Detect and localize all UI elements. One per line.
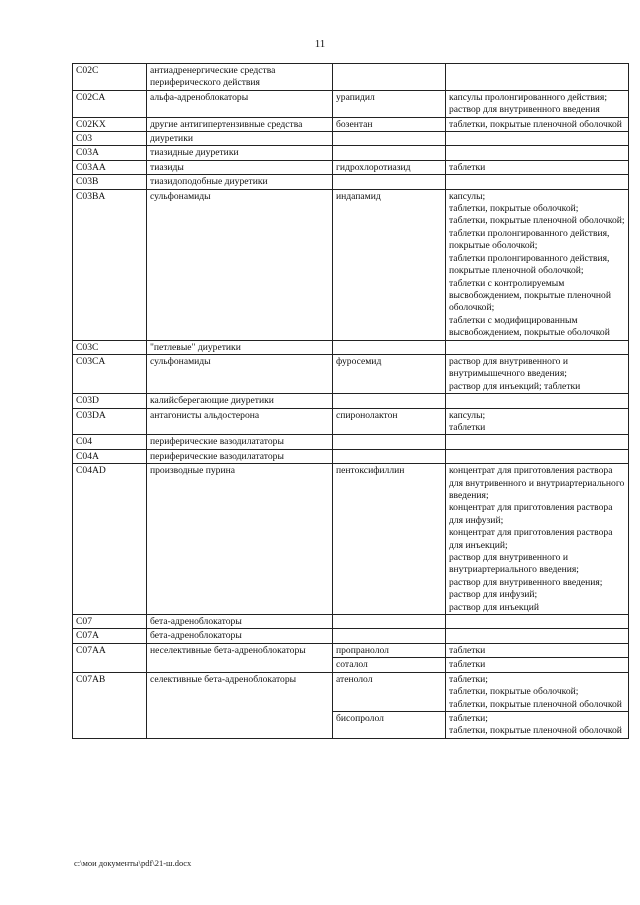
- dosage-forms-cell: [446, 175, 629, 189]
- dosage-forms-cell: [446, 117, 629, 131]
- dosage-form: раствор для внутривенного и внутриартериального введения;: [449, 552, 579, 576]
- drug-name-cell: [333, 64, 446, 91]
- atc-group-cell: сульфонамиды: [147, 354, 333, 393]
- table-row: [73, 435, 629, 449]
- table-row: [73, 394, 629, 408]
- table-row: [73, 146, 629, 160]
- atc-group-cell: сульфонамиды: [147, 189, 333, 340]
- atc-group-cell: калийсберегающие диуретики: [147, 394, 333, 408]
- dosage-forms-cell: [446, 189, 629, 340]
- atc-code-cell: C02C: [73, 64, 147, 91]
- dosage-form: таблетки, покрытые оболочкой;: [449, 203, 579, 215]
- dosage-form: таблетки с модифицированным высвобождением, покрытые оболочкой: [449, 314, 610, 339]
- footer-path: c:\мои документы\pdf\21-ш.docx: [74, 858, 192, 868]
- table-row: [73, 408, 629, 435]
- drug-name-cell: [333, 394, 446, 408]
- atc-code-cell: C07A: [73, 629, 147, 643]
- atc-group-cell: тиазидные диуретики: [147, 146, 333, 160]
- dosage-form: раствор для инфузий;: [449, 589, 538, 601]
- table-row: [73, 464, 629, 615]
- atc-code-cell: C03D: [73, 394, 147, 408]
- dosage-form: раствор для инъекций: [449, 601, 539, 613]
- drug-name-cell: спиронолактон: [333, 408, 446, 435]
- table-row: [73, 132, 629, 146]
- drug-name-cell: атенолол: [333, 672, 446, 711]
- dosage-form: раствор для внутривенного и внутримышечного введения;: [449, 355, 568, 380]
- atc-code-cell: C03A: [73, 146, 147, 160]
- drug-name-cell: индапамид: [333, 189, 446, 340]
- dosage-forms-cell: [446, 132, 629, 146]
- dosage-form: концентрат для приготовления раствора для инфузий;: [449, 502, 613, 526]
- atc-code-cell: C07AA: [73, 643, 147, 672]
- dosage-forms-cell: [446, 340, 629, 354]
- atc-group-cell: бета-адреноблокаторы: [147, 615, 333, 629]
- table-row: [73, 340, 629, 354]
- dosage-forms-cell: [446, 629, 629, 643]
- drug-name-cell: [333, 340, 446, 354]
- dosage-forms-cell: [446, 160, 629, 174]
- dosage-forms-cell: [446, 64, 629, 91]
- atc-group-cell: селективные бета-адреноблокаторы: [147, 672, 333, 738]
- drug-name-cell: фуросемид: [333, 354, 446, 393]
- dosage-forms-cell: [446, 615, 629, 629]
- atc-group-cell: периферические вазодилататоры: [147, 449, 333, 463]
- atc-group-cell: тиазиды: [147, 160, 333, 174]
- atc-code-cell: C03B: [73, 175, 147, 189]
- table-row: [73, 160, 629, 174]
- dosage-forms-cell: [446, 90, 629, 117]
- dosage-form: капсулы;: [449, 409, 486, 421]
- atc-code-cell: C07AB: [73, 672, 147, 738]
- dosage-form: таблетки: [449, 644, 486, 656]
- dosage-form: раствор для инъекций; таблетки: [449, 380, 581, 392]
- table-row: [73, 64, 629, 91]
- atc-code-cell: C07: [73, 615, 147, 629]
- dosage-form: концентрат для приготовления раствора для инъекций;: [449, 527, 613, 551]
- dosage-form: раствор для внутривенного введения;: [449, 576, 603, 588]
- drug-name-cell: бисопролол: [333, 711, 446, 738]
- drug-name-cell: [333, 435, 446, 449]
- dosage-form: таблетки пролонгированного действия, покрытые оболочкой;: [449, 227, 610, 252]
- drug-name-cell: пропранолол: [333, 643, 446, 657]
- table-row: [73, 449, 629, 463]
- dosage-form: таблетки, покрытые пленочной оболочкой: [449, 698, 622, 710]
- atc-group-cell: неселективные бета-адреноблокаторы: [147, 643, 333, 672]
- dosage-forms-cell: [446, 711, 629, 738]
- dosage-forms-cell: [446, 435, 629, 449]
- drug-table: [72, 63, 629, 739]
- atc-code-cell: C03CA: [73, 354, 147, 393]
- drug-name-cell: [333, 449, 446, 463]
- drug-name-cell: пентоксифиллин: [333, 464, 446, 615]
- dosage-form: концентрат для приготовления раствора для внутривенного и внутриартериального введения;: [449, 465, 625, 501]
- atc-code-cell: C03C: [73, 340, 147, 354]
- dosage-forms-cell: [446, 146, 629, 160]
- table-row: [73, 90, 629, 117]
- atc-code-cell: C03BA: [73, 189, 147, 340]
- drug-name-cell: [333, 132, 446, 146]
- dosage-form: раствор для внутривенного введения: [449, 104, 600, 116]
- drug-name-cell: соталол: [333, 658, 446, 672]
- dosage-form: капсулы пролонгированного действия;: [449, 91, 607, 103]
- atc-group-cell: тиазидоподобные диуретики: [147, 175, 333, 189]
- atc-group-cell: диуретики: [147, 132, 333, 146]
- drug-name-cell: бозентан: [333, 117, 446, 131]
- dosage-forms-cell: [446, 354, 629, 393]
- atc-code-cell: C02CA: [73, 90, 147, 117]
- table-row: [73, 643, 629, 657]
- dosage-form: таблетки с контролируемым высвобождением, покрытые пленочной оболочкой;: [449, 277, 611, 314]
- atc-group-cell: антагонисты альдостерона: [147, 408, 333, 435]
- dosage-form: таблетки, покрытые пленочной оболочкой;: [449, 215, 625, 227]
- dosage-form: таблетки: [449, 659, 486, 671]
- dosage-form: таблетки: [449, 421, 486, 433]
- atc-group-cell: бета-адреноблокаторы: [147, 629, 333, 643]
- drug-table-body: [73, 64, 629, 739]
- atc-group-cell: производные пурина: [147, 464, 333, 615]
- drug-name-cell: урапидил: [333, 90, 446, 117]
- drug-name-cell: [333, 629, 446, 643]
- atc-code-cell: C03DA: [73, 408, 147, 435]
- dosage-forms-cell: [446, 394, 629, 408]
- atc-group-cell: другие антигипертензивные средства: [147, 117, 333, 131]
- dosage-forms-cell: [446, 408, 629, 435]
- drug-name-cell: [333, 146, 446, 160]
- dosage-form: таблетки, покрытые оболочкой;: [449, 686, 579, 698]
- table-row: [73, 615, 629, 629]
- atc-code-cell: C02KX: [73, 117, 147, 131]
- atc-code-cell: C03AA: [73, 160, 147, 174]
- dosage-form: капсулы;: [449, 190, 486, 202]
- atc-code-cell: C04: [73, 435, 147, 449]
- dosage-forms-cell: [446, 449, 629, 463]
- dosage-form: таблетки;: [449, 673, 488, 685]
- drug-name-cell: гидрохлоротиазид: [333, 160, 446, 174]
- dosage-form: таблетки, покрытые пленочной оболочкой: [449, 725, 622, 737]
- dosage-form: таблетки: [449, 161, 486, 173]
- atc-group-cell: периферические вазодилататоры: [147, 435, 333, 449]
- dosage-forms-cell: [446, 672, 629, 711]
- table-row: [73, 672, 629, 711]
- dosage-forms-cell: [446, 658, 629, 672]
- drug-name-cell: [333, 615, 446, 629]
- atc-code-cell: C04A: [73, 449, 147, 463]
- dosage-form: таблетки, покрытые пленочной оболочкой: [449, 118, 622, 130]
- atc-group-cell: "петлевые" диуретики: [147, 340, 333, 354]
- dosage-forms-cell: [446, 464, 629, 615]
- dosage-form: таблетки;: [449, 712, 488, 724]
- drug-name-cell: [333, 175, 446, 189]
- table-row: [73, 354, 629, 393]
- atc-code-cell: C04AD: [73, 464, 147, 615]
- table-row: [73, 175, 629, 189]
- atc-group-cell: альфа-адреноблокаторы: [147, 90, 333, 117]
- dosage-forms-cell: [446, 643, 629, 657]
- dosage-form: таблетки пролонгированного действия, покрытые пленочной оболочкой;: [449, 252, 610, 277]
- table-row: [73, 117, 629, 131]
- table-row: [73, 189, 629, 340]
- atc-group-cell: антиадренергические средства периферического действия: [147, 64, 333, 91]
- atc-code-cell: C03: [73, 132, 147, 146]
- page-number: 11: [314, 38, 326, 50]
- table-row: [73, 629, 629, 643]
